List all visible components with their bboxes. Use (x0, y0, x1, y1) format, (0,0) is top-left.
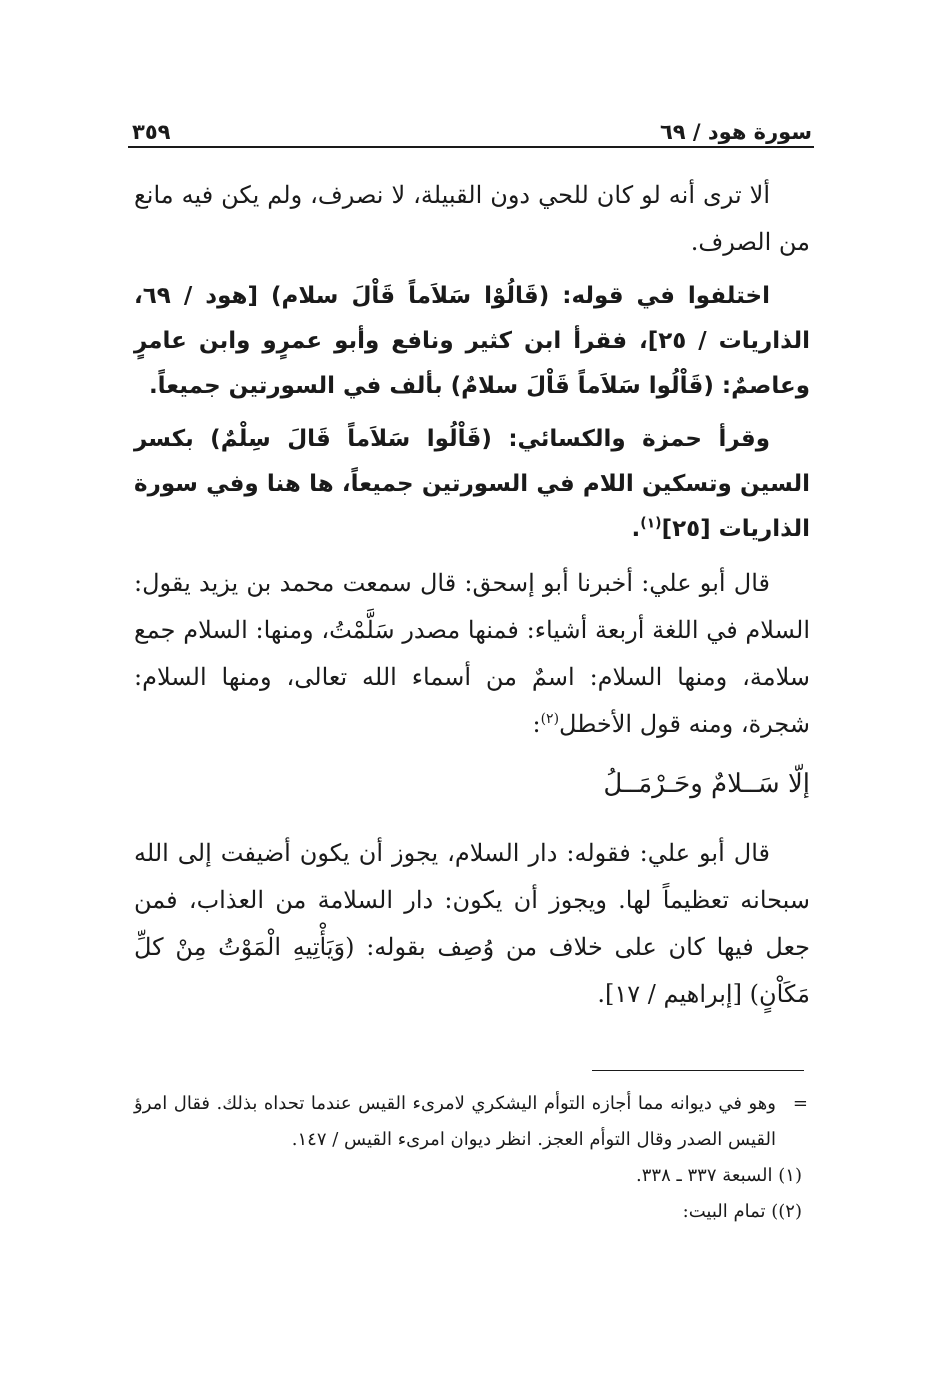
page-header (132, 104, 812, 144)
footnote-2: (٢)) تمام البيت: (682, 1201, 802, 1222)
paragraph-3-tail: . (631, 516, 641, 542)
continuation-marker: = (792, 1093, 808, 1114)
page-number: ٣٥٩ (132, 120, 171, 144)
paragraph-1 (134, 172, 810, 266)
footnote-continuation (134, 1086, 810, 1158)
paragraph-4-tail: : (532, 710, 541, 738)
paragraph-3 (134, 417, 810, 552)
paragraph-4 (134, 560, 810, 748)
footnote-ref-1[interactable]: (١) (640, 515, 662, 532)
footnote-ref-2[interactable]: (٢) (540, 711, 560, 727)
footnote-continuation-text: وهو في ديوانه مما أجازه التوأم اليشكري لامرىء القيس عندما تحداه بذلك. فقال امرؤ القيس الصدر وقال التوأم العجز. انظر ديوان امرىء القيس / ١٤٧. (134, 1093, 776, 1150)
paragraph-5 (134, 830, 810, 1018)
poetry-verse: إلّا سَــلامٌ وحَـرْمَــلُ (603, 769, 810, 799)
paragraph-2-text: اختلفوا في قوله: (قَالُوْا سَلاَماً قَاْلَ سلام) [هود / ٦٩، الذاريات / ٢٥]، فقرأ ابن كثير ونافع وأبو عمرٍو وابن عامرٍ وعاصمٌ: (قَاْلُوا سَلاَماً قَاْلَ سلامٌ) بألف في السورتين جميعاً. (134, 283, 810, 399)
header-rule (128, 146, 814, 148)
paragraph-5-text: قال أبو علي: فقوله: دار السلام، يجوز أن يكون أضيفت إلى الله سبحانه تعظيماً لها. ويجوز أن يكون: دار السلامة من العذاب، فمن جعل فيها كان على خلاف من وُصِف بقوله: (وَيَأْتِيهِ الْمَوْتُ مِنْ كلِّ مَكَاْنٍ) [إبراهيم / ١٧]. (134, 839, 810, 1008)
main-text (134, 172, 810, 1026)
footnotes (134, 1086, 810, 1230)
footnote-1: (١) السبعة ٣٣٧ ـ ٣٣٨. (636, 1165, 802, 1186)
running-title: سورة هود / ٦٩ (659, 120, 812, 144)
paragraph-3-text: وقرأ حمزة والكسائي: (قَاْلُوا سَلاَماً قَالَ سِلْمٌ) بكسر السين وتسكين اللام في السورتين جميعاً، ها هنا وفي سورة الذاريات [٢٥] (134, 426, 810, 542)
paragraph-4-text: قال أبو علي: أخبرنا أبو إسحق: قال سمعت محمد بن يزيد يقول: السلام في اللغة أربعة أشياء: فمنها مصدر سَلَّمْتُ، ومنها: السلام جمع سلامة، ومنها السلام: اسمٌ من أسماء الله تعالى، ومنها السلام: شجرة، ومنه قول الأخطل (134, 569, 811, 738)
paragraph-2 (134, 274, 810, 409)
footnote-separator (592, 1070, 804, 1071)
paragraph-1-text: ألا ترى أنه لو كان للحي دون القبيلة، لا نصرف، ولم يكن فيه مانع من الصرف. (134, 181, 810, 256)
